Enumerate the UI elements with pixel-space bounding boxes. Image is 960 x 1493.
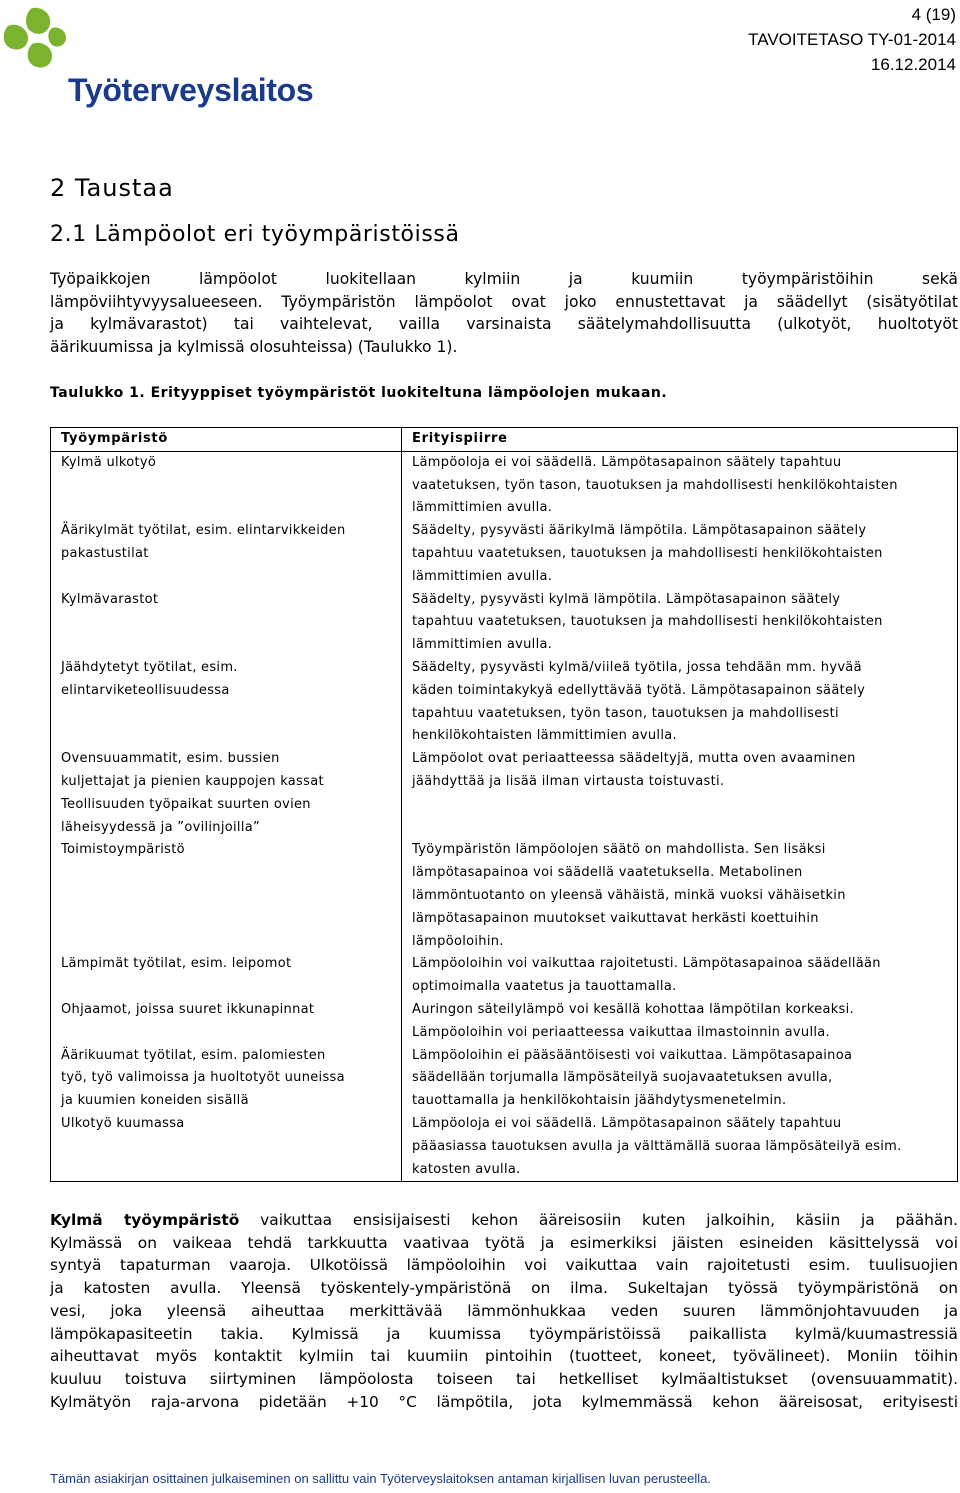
cell-text: katosten avulla.: [412, 1161, 521, 1177]
feature-column: [402, 451, 958, 1182]
section-heading: 2 Taustaa: [50, 174, 174, 202]
cell-text: tapahtuu vaatetuksen, työn tason, tauotuksen ja mahdollisesti: [412, 705, 839, 721]
table-header-row: [51, 428, 958, 452]
cell-text: tauottamalla ja henkilökohtaisin jäähdytysmenetelmin.: [412, 1093, 787, 1109]
cell-text: lämpötasapainon muutokset vaikuttavat herkästi koettuihin: [412, 910, 819, 926]
cell-text: Lämpöoloihin voi vaikuttaa rajoitetusti. Lämpötasapainoa säädellään: [412, 956, 881, 972]
table-body-row: [51, 451, 958, 1182]
feature-cell: [412, 839, 949, 953]
intro-line: äärikuumissa ja kylmissä olosuhteissa) (Taulukko 1).: [50, 337, 458, 356]
cell-text: [61, 931, 401, 954]
table-header-cell: Erityispiirre: [402, 428, 958, 452]
document-meta: [748, 2, 956, 77]
cell-text: säädellään torjumalla lämpösäteilyä suojavaatetuksen avulla,: [412, 1070, 833, 1086]
cell-text: [61, 703, 401, 726]
cell-text: Lämpöoloihin voi periaatteessa vaikuttaa ilmastoinnin avulla.: [412, 1024, 830, 1040]
cell-text: [61, 475, 401, 498]
environment-cell: [61, 839, 401, 953]
environment-cell: [61, 953, 401, 999]
intro-line: Työpaikkojen lämpöolot luokitellaan kylmiin ja kuumiin työympäristöihin sekä: [50, 270, 958, 288]
cell-text: Lämpöolot ovat periaatteessa säädeltyjä, mutta oven avaaminen: [412, 751, 856, 767]
body-line: lämpökapasiteetin takia. Kylmissä ja kuumissa työympäristöissä paikallista kylmä/kuumastressiä: [50, 1324, 958, 1343]
logo-text: Työterveyslaitos: [68, 72, 314, 108]
cell-text: [61, 908, 401, 931]
cell-text: [412, 794, 949, 817]
cell-text: jäähdyttää ja lisää ilman virtausta toistuvasti.: [412, 773, 725, 789]
cell-text: vaatetuksen, työn tason, tauotuksen ja mahdollisesti henkilökohtaisten: [412, 477, 898, 493]
cell-text: Toimistoympäristö: [61, 842, 185, 858]
cell-text: Äärikuumat työtilat, esim. palomiesten: [61, 1047, 326, 1063]
body-line: Kylmätyön raja-arvona pidetään +10 °C lämpötila, jota kylmemmässä kehon ääreisosat, erityisesti: [50, 1392, 958, 1411]
feature-cell: [412, 520, 949, 588]
feature-cell: [412, 657, 949, 748]
body-line: Kylmä työympäristö vaikuttaa ensisijaisesti kehon ääreisosiin kuten jalkoihin, käsiin ja päähän.: [50, 1211, 958, 1229]
cell-text: läheisyydessä ja ”ovilinjoilla”: [61, 819, 261, 835]
intro-line: ja kylmävarastot) tai vaihtelevat, vailla varsinaista säätelymahdollisuutta (ulkotyöt, huoltotyöt: [50, 315, 958, 333]
feature-cell: [412, 953, 949, 999]
cell-text: Lämpimät työtilat, esim. leipomot: [61, 956, 292, 972]
cell-text: [61, 862, 401, 885]
environment-cell: [61, 1045, 401, 1113]
subsection-heading: 2.1 Lämpöolot eri työympäristöissä: [50, 222, 460, 247]
table-caption: Taulukko 1. Erityyppiset työympäristöt luokiteltuna lämpöolojen mukaan.: [50, 385, 668, 401]
cell-text: [61, 1159, 401, 1182]
logo: [2, 4, 322, 108]
cell-text: Jäähdytetyt työtilat, esim.: [61, 659, 238, 675]
cell-text: elintarviketeollisuudessa: [61, 682, 230, 698]
cell-text: [61, 566, 401, 589]
environment-cell: [61, 657, 401, 748]
cell-text: työ, työ valimoissa ja huoltotyöt uuneissa: [61, 1070, 345, 1086]
environment-cell: [61, 748, 401, 839]
cell-text: lämpöoloihin.: [412, 933, 504, 949]
cell-text: Äärikylmät työtilat, esim. elintarvikkeiden: [61, 523, 346, 539]
cell-text: Ovensuuammatit, esim. bussien: [61, 751, 280, 767]
feature-cell: [412, 999, 949, 1045]
document-date: 16.12.2014: [870, 55, 956, 74]
cell-text: Työympäristön lämpöolojen säätö on mahdollista. Sen lisäksi: [412, 842, 826, 858]
cell-text: [412, 817, 949, 840]
cell-text: Ohjaamot, joissa suuret ikkunapinnat: [61, 1001, 315, 1017]
body-line: ja katosten avulla. Yleensä työskentely-ympäristönä on ilma. Sukeltajan työssä työympäristönä on: [50, 1279, 958, 1298]
cell-text: [61, 497, 401, 520]
body-paragraph: [50, 1209, 958, 1413]
feature-cell: [412, 748, 949, 839]
document-code: TAVOITETASO TY-01-2014: [748, 30, 956, 49]
environment-cell: [61, 452, 401, 520]
feature-cell: [412, 1113, 949, 1181]
cell-text: pääasiassa tauotuksen avulla ja välttämällä suoraa lämpösäteilyä esim.: [412, 1138, 902, 1154]
page-number: 4 (19): [911, 5, 956, 24]
logo-mark-icon: [2, 4, 72, 74]
feature-cell: [412, 1045, 949, 1113]
cell-text: [61, 1022, 401, 1045]
feature-cell: [412, 452, 949, 520]
footer-notice: Tämän asiakirjan osittainen julkaiseminen on sallittu vain Työterveyslaitoksen antaman kirjallisen luvan perusteella.: [50, 1471, 711, 1486]
cell-text: Säädelty, pysyvästi kylmä/viileä työtila, jossa tehdään mm. hyvää: [412, 659, 862, 675]
environment-cell: [61, 520, 401, 588]
cell-text: henkilökohtaisten lämmittimien avulla.: [412, 728, 677, 744]
environment-cell: [61, 999, 401, 1045]
cell-text: lämpötasapainoa voi säädellä vaatetuksella. Metabolinen: [412, 865, 803, 881]
cell-text: käden toimintakykyä edellyttävää työtä. Lämpötasapainon säätely: [412, 682, 866, 698]
cell-text: [61, 611, 401, 634]
cell-text: [61, 1136, 401, 1159]
cell-text: lämmittimien avulla.: [412, 637, 553, 653]
cell-text: Lämpöoloihin ei pääsääntöisesti voi vaikuttaa. Lämpötasapainoa: [412, 1047, 853, 1063]
environment-column: [51, 451, 402, 1182]
cell-text: Lämpöoloja ei voi säädellä. Lämpötasapainon säätely tapahtuu: [412, 454, 842, 470]
cell-text: Kylmä ulkotyö: [61, 454, 157, 470]
cell-text: [61, 634, 401, 657]
cell-text: [61, 725, 401, 748]
cell-text: Auringon säteilylämpö voi kesällä kohottaa lämpötilan korkeaksi.: [412, 1001, 854, 1017]
cell-text: pakastustilat: [61, 545, 149, 561]
body-line: syntyä tapaturman vaaroja. Ulkotöissä lämpöoloihin voi vaikuttaa vain rajoitetusti esim. tuulisuojien: [50, 1256, 958, 1275]
cell-text: Säädelty, pysyvästi äärikylmä lämpötila. Lämpötasapainon säätely: [412, 523, 867, 539]
cell-text: ja kuumien koneiden sisällä: [61, 1093, 249, 1109]
cell-text: Kylmävarastot: [61, 591, 159, 607]
environment-table: [50, 427, 958, 1182]
cell-text: tapahtuu vaatetuksen, tauotuksen ja mahdollisesti henkilökohtaisten: [412, 614, 883, 630]
cell-text: optimoimalla vaatetus ja tauottamalla.: [412, 979, 677, 995]
cell-text: Teollisuuden työpaikat suurten ovien: [61, 796, 311, 812]
cell-text: lämmittimien avulla.: [412, 500, 553, 516]
body-line: aiheuttavat myös kontaktit kylmiin tai kuumiin pintoihin (tuotteet, koneet, työvälineet). Moniin töihin: [50, 1347, 958, 1366]
body-line: Kylmässä on vaikeaa tehdä tarkkuutta vaativaa työtä ja esimerkiksi jäisten esineiden käsittelyssä voi: [50, 1233, 958, 1252]
cell-text: tapahtuu vaatetuksen, tauotuksen ja mahdollisesti henkilökohtaisten: [412, 545, 883, 561]
intro-line: lämpöviihtyvyysalueeseen. Työympäristön lämpöolot ovat joko ennustettavat ja säädellyt (sisätyötilat: [50, 292, 958, 311]
cell-text: [61, 976, 401, 999]
table-header-cell: Työympäristö: [51, 428, 402, 452]
body-line: vesi, joka yleensä aiheuttaa merkittävää lämmönhukkaa veden suuren lämmönjohtavuuden ja: [50, 1301, 958, 1320]
environment-cell: [61, 589, 401, 657]
cell-text: [61, 885, 401, 908]
cell-text: Ulkotyö kuumassa: [61, 1115, 185, 1131]
environment-cell: [61, 1113, 401, 1181]
body-bold-term: Kylmä työympäristö: [50, 1211, 240, 1229]
intro-paragraph: [50, 268, 958, 358]
body-line: kuuluu toistuva siirtyminen lämpöolosta toiseen tai hetkelliset kylmäaltistukset (ovensuuammatit).: [50, 1369, 958, 1388]
cell-text: lämmittimien avulla.: [412, 568, 553, 584]
cell-text: Säädelty, pysyvästi kylmä lämpötila. Lämpötasapainon säätely: [412, 591, 841, 607]
feature-cell: [412, 589, 949, 657]
cell-text: kuljettajat ja pienien kauppojen kassat: [61, 773, 324, 789]
cell-text: Lämpöoloja ei voi säädellä. Lämpötasapainon säätely tapahtuu: [412, 1115, 842, 1131]
cell-text: lämmöntuotanto on yleensä vähäistä, minkä vuoksi vähäisetkin: [412, 887, 846, 903]
